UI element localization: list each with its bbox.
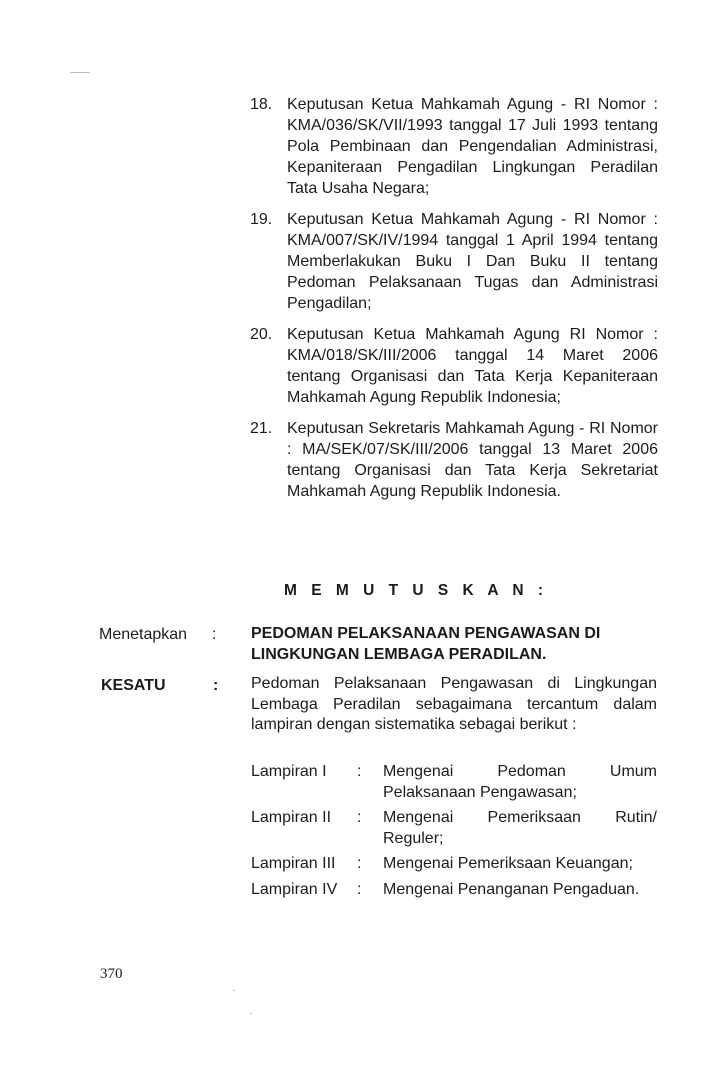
list-item [250, 418, 658, 502]
appendix-row [251, 808, 657, 849]
list-item-number: 18. [250, 96, 273, 113]
list-item-text: Keputusan Ketua Mahkamah Agung RI Nomor : KMA/018/SK/III/2006 tanggal 14 Maret 2006 tentang Organisasi dan Tata Kerja Kepaniteraan Mahkamah Agung Republik Indonesia; [287, 326, 658, 406]
appendix-description: Mengenai Pemeriksaan Rutin/ Reguler; [383, 809, 657, 847]
list-item-number: 19. [250, 211, 273, 228]
appendix-label: Lampiran II [251, 809, 332, 826]
appendix-colon: : [357, 855, 362, 872]
appendix-description: Mengenai Pemeriksaan Keuangan; [383, 855, 633, 872]
menetapkan-colon: : [212, 626, 217, 643]
scan-speck [250, 1013, 252, 1014]
list-item-number: 20. [250, 326, 273, 343]
list-item-number: 21. [250, 420, 273, 437]
kesatu-text: Pedoman Pelaksanaan Pengawasan di Lingkungan Lembaga Peradilan sebagaimana tercantum dalam lampiran dengan sistematika sebagai berikut : [251, 675, 657, 733]
appendix-row [251, 762, 657, 803]
appendix-label: Lampiran I [251, 763, 327, 780]
kesatu-colon: : [213, 677, 219, 694]
list-item-text: Keputusan Sekretaris Mahkamah Agung - RI Nomor : MA/SEK/07/SK/III/2006 tanggal 13 Maret 2006 tentang Organisasi dan Tata Kerja Sekretariat Mahkamah Agung Republik Indonesia. [287, 420, 658, 500]
decision-title: PEDOMAN PELAKSANAAN PENGAWASAN DI LINGKUNGAN LEMBAGA PERADILAN. [251, 625, 601, 663]
decision-heading: M E M U T U S K A N : [284, 582, 549, 599]
appendix-colon: : [357, 880, 362, 898]
list-item [250, 324, 658, 408]
appendix-row [251, 880, 657, 901]
page-number: 370 [100, 966, 123, 982]
appendix-colon: : [357, 809, 362, 826]
appendix-label: Lampiran III [251, 855, 336, 872]
appendix-label: Lampiran IV [251, 880, 338, 898]
kesatu-label: KESATU [101, 677, 166, 694]
scan-speck [233, 990, 235, 991]
list-item-text: Keputusan Ketua Mahkamah Agung - RI Nomor : KMA/007/SK/IV/1994 tanggal 1 April 1994 tentang Memberlakukan Buku I Dan Buku II tentang Pedoman Pelaksanaan Tugas dan Administrasi Pengadilan; [287, 211, 658, 312]
appendix-list [251, 762, 657, 905]
menetapkan-label: Menetapkan [99, 626, 188, 643]
appendix-row [251, 854, 657, 875]
scan-speck [70, 72, 90, 73]
appendix-colon: : [357, 763, 362, 780]
considerations-list [250, 94, 658, 512]
appendix-description: Mengenai Pedoman Umum Pelaksanaan Pengawasan; [383, 763, 657, 801]
list-item [250, 94, 658, 199]
appendix-description: Mengenai Penanganan Pengaduan. [383, 880, 640, 898]
list-item-text: Keputusan Ketua Mahkamah Agung - RI Nomor : KMA/036/SK/VII/1993 tanggal 17 Juli 1993 tentang Pola Pembinaan dan Pengendalian Administrasi, Kepaniteraan Pengadilan Lingkungan Peradilan Tata Usaha Negara; [287, 96, 658, 197]
list-item [250, 209, 658, 314]
